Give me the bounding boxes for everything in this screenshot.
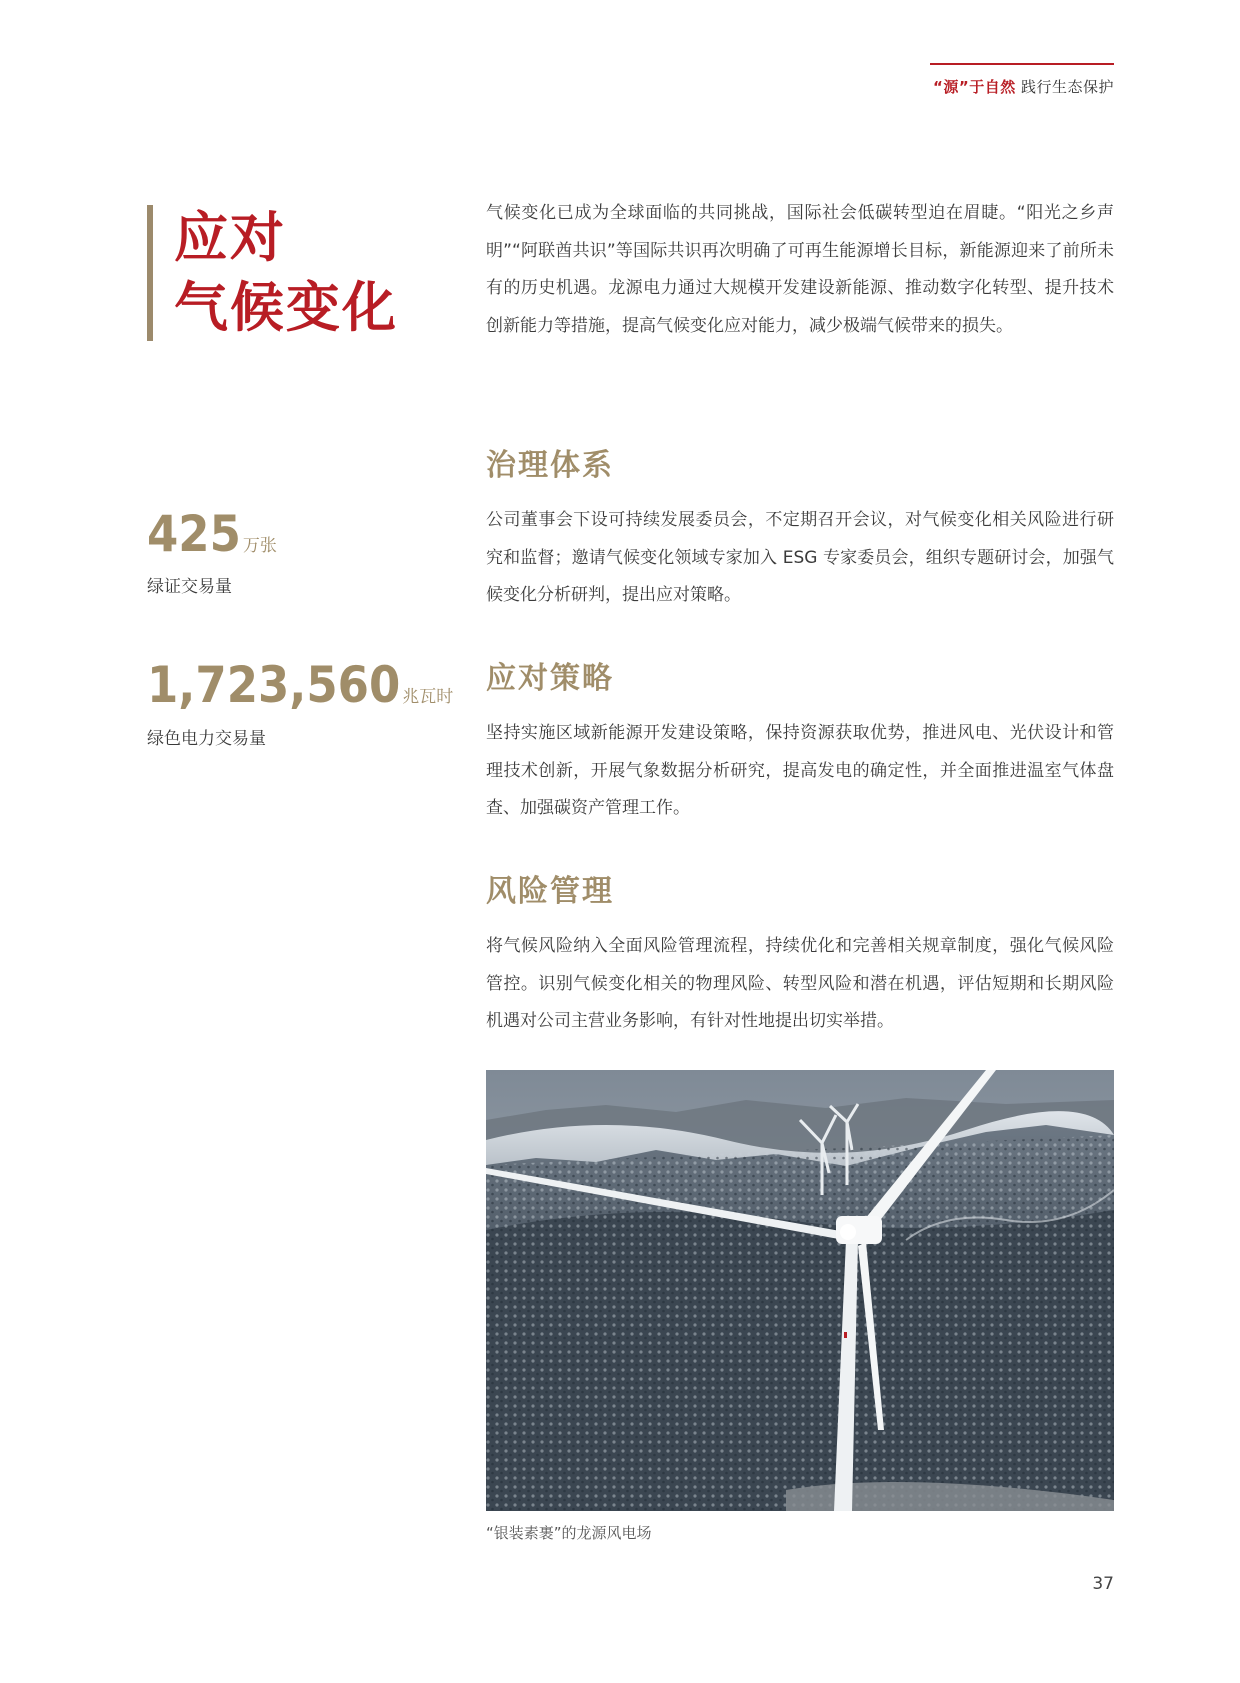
- section-heading-risk: 风险管理: [486, 874, 614, 909]
- stat-unit: 万张: [242, 536, 277, 556]
- section-body-risk: 将气候风险纳入全面风险管理流程，持续优化和完善相关规章制度，强化气候风险管控。识别气候变化相关的物理风险、转型风险和潜在机遇，评估短期和长期风险机遇对公司主营业务影响，有针对性地提出切实举措。: [486, 936, 1114, 1031]
- section-body-strategy: 坚持实施区域新能源开发建设策略，保持资源获取优势，推进风电、光伏设计和管理技术创新，开展气象数据分析研究，提高发电的确定性，并全面推进温室气体盘查、加强碳资产管理工作。: [486, 723, 1114, 818]
- section-heading-governance: 治理体系: [486, 448, 614, 483]
- section-body-governance: 公司董事会下设可持续发展委员会，不定期召开会议，对气候变化相关风险进行研究和监督；邀请气候变化领域专家加入 ESG 专家委员会，组织专题研讨会，加强气候变化分析研判，提出应对策略。: [486, 510, 1114, 605]
- section-heading-strategy: 应对策略: [486, 661, 614, 696]
- stat-value: 425: [147, 505, 241, 563]
- page-title-line-2: 气候变化: [174, 276, 398, 339]
- running-header-rest: 践行生态保护: [1015, 78, 1114, 96]
- stat-value: 1,723,560: [147, 656, 401, 714]
- stat-unit: 兆瓦时: [402, 687, 454, 707]
- stat-label: 绿证交易量: [147, 577, 232, 597]
- running-header-accent: “源”于自然: [933, 78, 1016, 96]
- stat-label: 绿色电力交易量: [147, 729, 266, 749]
- page-number: 37: [1092, 1574, 1114, 1594]
- header-rule: [930, 63, 1114, 65]
- stat-green-certificates: [147, 505, 277, 563]
- photo-caption: “银装素裹”的龙源风电场: [486, 1524, 652, 1542]
- page-title-line-1: 应对: [174, 206, 286, 269]
- wind-farm-photo: [486, 1070, 1114, 1511]
- title-accent-bar: [147, 205, 153, 341]
- intro-paragraph: 气候变化已成为全球面临的共同挑战，国际社会低碳转型迫在眉睫。“阳光之乡声明”“阿联酋共识”等国际共识再次明确了可再生能源增长目标，新能源迎来了前所未有的历史机遇。龙源电力通过大规模开发建设新能源、推动数字化转型、提升技术创新能力等措施，提高气候变化应对能力，减少极端气候带来的损失。: [486, 203, 1114, 336]
- running-header: [933, 76, 1114, 97]
- stat-green-power: [147, 656, 453, 714]
